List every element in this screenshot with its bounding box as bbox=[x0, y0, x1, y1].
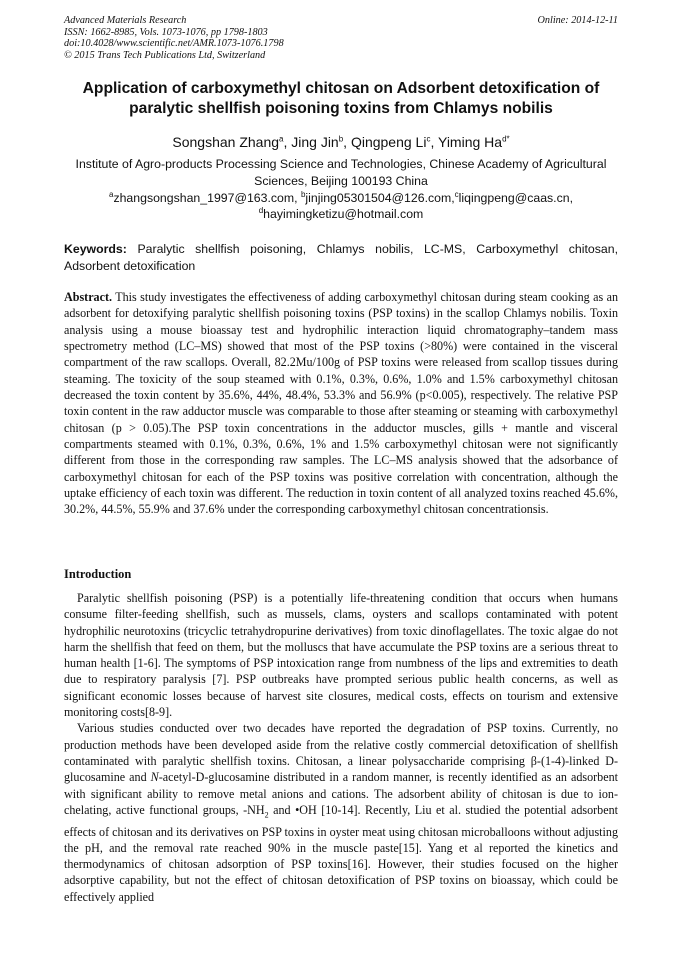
email[interactable]: $^b$jinjing05301504@126.com bbox=[300, 189, 452, 205]
email[interactable]: $^a$zhangsongshan_1997@163.com bbox=[108, 189, 295, 205]
introduction-body bbox=[64, 590, 618, 905]
keywords-label: Keywords: bbox=[64, 242, 127, 256]
email[interactable]: $^d$hayimingketizu@hotmail.com bbox=[258, 205, 424, 221]
email-list: $^a$zhangsongshan_1997@163.com, $^b$jinjing05301504@126.com,$^c$liqingpeng@caas.cn, $^d$hayimingketizu@hotmail.com bbox=[108, 189, 574, 221]
keywords bbox=[64, 241, 618, 275]
journal-name: Advanced Materials Research bbox=[64, 15, 187, 26]
abstract-text: This study investigates the effectiveness of adding carboxymethyl chitosan during steam cooking as an adsorbent for detoxifying paralytic shellfish poisoning toxins (PSP toxins) in the scallop Chlamys nobilis. Toxin analysis using a mouse bioassay test and hydrophilic interaction liquid chromatography–tandem mass spectrometry method (LC–MS) showed that most of the PSP toxins (>80%) were contained in the visceral compartment of the raw scallops. Overall, 82.2Mu/100g of PSP toxins were released from scallop tissues during steaming. The toxicity of the soup steamed with 0.1%, 0.3%, 0.6%, 1.0% and 1.5% carboxymethyl chitosan decreased the toxin content by 35.6%, 44%, 48.4%, 53.3% and 56.9% (p<0.005), respectively. The relative PSP toxin content in the raw adductor muscle was comparable to those after steaming or steaming with carboxymethyl chitosan (p > 0.05).The PSP toxin concentrations in the adductor muscles, gills + mantle and visceral compartments steamed with 0.1%, 0.3%, 0.6%, 1% and 1.5% carboxymethyl chitosan were not significantly different from those in the corresponding raw samples. The LC–MS analysis showed that the adsorbance of carboxymethyl chitosan for each of the PSP toxins was positive correlation with concentration, although the uptake efficiency of each toxin was different. The reduction in toxin content of all analyzed toxins reached 45.6%, 30.2%, 44.5%, 55.9% and 37.6% under the corresponding carboxymethyl chitosan concentrationsis. bbox=[64, 290, 618, 517]
author: Qingpeng Li$^c$, bbox=[350, 134, 438, 150]
running-header bbox=[64, 15, 618, 61]
paper-title: Application of carboxymethyl chitosan on Adsorbent detoxification of paralytic shellfish poisoning toxins from Chlamys nobilis bbox=[82, 80, 600, 117]
section-heading-introduction: Introduction bbox=[64, 567, 132, 581]
author-list bbox=[64, 133, 618, 151]
author: Yiming $Ha^{d*}$ bbox=[438, 134, 510, 150]
doi-line: doi:10.4028/www.scientific.net/AMR.1073-1076.1798 bbox=[64, 38, 284, 50]
email[interactable]: $^c$liqingpeng@caas.cn bbox=[454, 189, 570, 205]
author: Songshan Zhang$^a$, bbox=[172, 134, 292, 150]
copyright-line: © 2015 Trans Tech Publications Ltd, Switzerland bbox=[64, 49, 266, 61]
online-date: Online: 2014-12-11 bbox=[537, 15, 618, 26]
author: Jing Jin$^b$, bbox=[291, 134, 351, 150]
affiliation: Institute of Agro-products Processing Science and Technologies, Chinese Academy of Agricultural Sciences, Beijing 100193 China bbox=[75, 157, 607, 188]
abstract bbox=[64, 289, 618, 518]
paragraph: Various studies conducted over two decades have reported the degradation of PSP toxins. Currently, no production methods have been developed aside from the relative costly commercial detoxification of shellfish contaminated with paralytic shellfish toxins. Chitosan, a linear polysaccharide comprising β-(1-4)-linked D-glucosamine and N-acetyl-D-glucosamine distributed in a random manner, is recently identified as an adsorbent with significant ability to remove metal anions and cations. The adsorbent ability of chitosan is due to ion-chelating, active functional groups, $-NH_2$ and •OH [10-14]. Recently, Liu et al. studied the potential adsorbent effects of chitosan and its derivatives on PSP toxins in oyster meat using chitosan microballoons without adjusting the pH, and the removal rate reached 90% in the muscle paste[15]. Yang et al reported the kinetics and thermodynamics of chitosan adsorption of PSP toxins[16]. However, their studies focused on the higher adsorptive capability, but not the effect of chitosan detoxification of PSP toxins on bioassay, which could be effectively applied bbox=[64, 721, 618, 904]
abstract-label: Abstract. bbox=[64, 290, 113, 304]
issn-line: ISSN: 1662-8985, Vols. 1073-1076, pp 1798-1803 bbox=[64, 26, 268, 38]
keywords-text: Paralytic shellfish poisoning, Chlamys nobilis, LC-MS, Carboxymethyl chitosan, Adsorbent detoxification bbox=[64, 242, 618, 273]
paragraph: Paralytic shellfish poisoning (PSP) is a potentially life-threatening condition that occurs when humans consume filter-feeding shellfish, such as mussels, clams, oysters and scallops contaminated with potent hydrophilic neurotoxins (tricyclic tetrahydropurine derivatives) from toxic dinoflagellates. The toxic algae do not harm the shellfish that feed on them, but the molluscs that have accumulate the PSP toxins are a serious threat to human health [1-6]. The symptoms of PSP intoxication range from numbness of the lips and extremities to death due to respiratory paralysis [7]. PSP outbreaks have prompted serious public health concerns, as well as significant economic losses because of harvest site closures, medical costs, effects on tourism and extensive monitoring costs[8-9]. bbox=[64, 591, 618, 720]
